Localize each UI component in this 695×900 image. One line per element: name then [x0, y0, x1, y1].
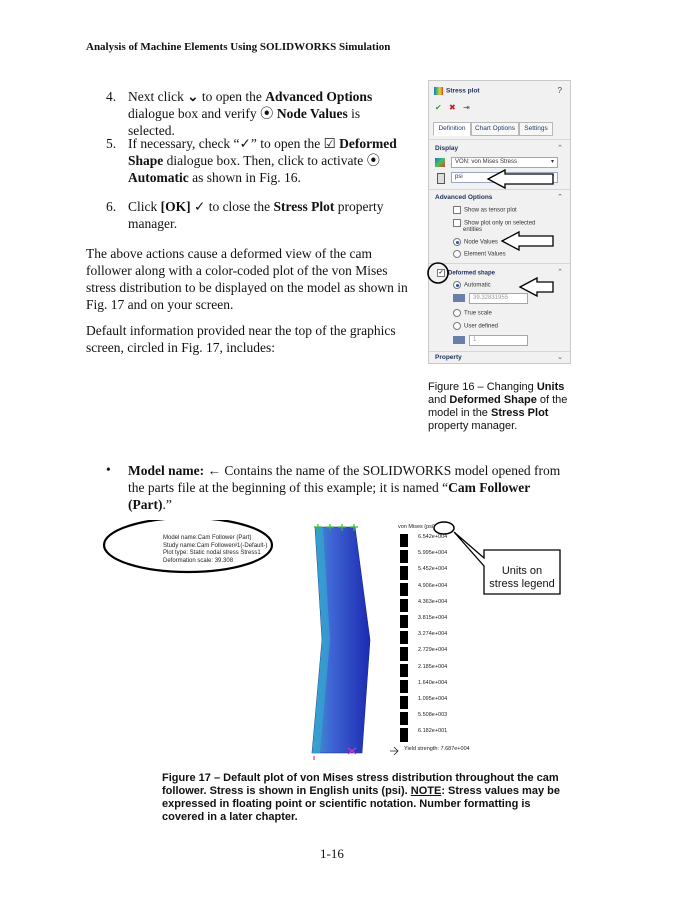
checkmark-icon: ✓ [194, 199, 206, 214]
element-values-radio[interactable]: Element Values [453, 250, 506, 258]
legend-value-label: 6.182e+001 [418, 728, 448, 735]
legend-color-bar [400, 583, 408, 596]
bullet-model-name: Model name: ← Contains the name of the SOLIDWORKS model opened from the parts file at the beginning of this example; it is named “Cam Follower (Part).” [128, 463, 561, 512]
chevron-down-icon: ⌄ [187, 89, 199, 104]
callout-circle-deformed-checkbox [428, 263, 448, 283]
automatic-radio[interactable]: Automatic [453, 281, 491, 289]
callout-arrow-automatic [520, 278, 553, 296]
cancel-x-icon[interactable]: ✖ [449, 103, 456, 112]
legend-value-label: 4.363e+004 [418, 598, 448, 605]
legend-value-label: 1.640e+004 [418, 679, 448, 686]
legend-color-bar [400, 599, 408, 612]
legend-value-label: 2.729e+004 [418, 647, 448, 654]
auto-scale-field[interactable]: 39.32831955 [469, 293, 528, 304]
tab-settings[interactable]: Settings [519, 122, 553, 136]
yield-arrow-icon [390, 747, 398, 755]
true-scale-radio[interactable]: True scale [453, 309, 492, 317]
figure16-callouts [420, 160, 570, 300]
stress-plot-icon [434, 87, 443, 95]
legend-color-bar [400, 680, 408, 693]
bullet-dot: • [106, 462, 111, 477]
collapse-chevron-icon[interactable]: ⌃ [557, 145, 563, 152]
help-icon[interactable]: ? [557, 86, 562, 95]
paragraph-deformed-view: The above actions cause a deformed view of the cam follower along with a color-coded plot of the von Mises stress distribution to be displayed on the model as shown in Fig. 17 and on your screen. [86, 246, 408, 312]
callout-arrow-node-values [502, 232, 553, 250]
user-defined-radio[interactable]: User defined [453, 322, 498, 330]
deformed-shape-checkbox[interactable]: ✓ Deformed shape [438, 270, 496, 277]
yield-strength-label: Yield strength: 7.687e+004 [404, 746, 470, 752]
legend-color-bar [400, 696, 408, 709]
legend-color-bar [400, 647, 408, 660]
legend-value-label: 5.452e+004 [418, 566, 448, 573]
figure-16-caption: Figure 16 – Changing Units and Deformed Shape of the model in the Stress Plot property manager. [428, 381, 568, 432]
checkbox-icon: ☑ [323, 136, 336, 151]
stress-component-select[interactable]: VON: von Mises Stress ▾ [451, 157, 558, 168]
tab-chart-options[interactable]: Chart Options [471, 122, 519, 136]
step-6: 6. Click [OK] ✓ to close the Stress Plot property manager. [106, 199, 384, 231]
legend-color-bar [400, 631, 408, 644]
stress-plot-title: Stress plot [434, 87, 480, 95]
scale-icon [453, 336, 465, 344]
page-number: 1-16 [320, 846, 344, 861]
legend-value-label: 2.185e+004 [418, 663, 448, 670]
advanced-options-label: Advanced Options [435, 194, 493, 201]
callout-arrow-units [488, 170, 553, 188]
legend-value-label: 5.995e+004 [418, 550, 448, 557]
units-select[interactable]: psi [451, 172, 558, 183]
ok-check-icon[interactable]: ✔ [435, 103, 442, 112]
legend-value-label: 5.508e+003 [418, 712, 448, 719]
property-section-label: Property [435, 354, 462, 361]
paragraph-default-info: Default information provided near the top of the graphics screen, circled in Fig. 17, includes: [86, 323, 396, 355]
units-circle [434, 522, 454, 534]
legend-color-bar [400, 534, 408, 547]
collapse-chevron-icon[interactable]: ⌃ [557, 194, 563, 201]
node-values-radio[interactable]: Node Values [453, 238, 498, 246]
units-callout-text: Units on stress legend [489, 565, 555, 590]
model-info-text: Model name:Cam Follower (Part) Study name:Cam Follower#1(-Default-) Plot type: Static nodal stress Stress1 Deformation scale: 39.308 [163, 535, 268, 564]
display-section-label: Display [435, 145, 459, 152]
legend-color-bar [400, 615, 408, 628]
step-4: 4. Next click ⌄ to open the Advanced Options dialogue box and verify ⦿ Node Values is selected. [106, 89, 373, 138]
legend-value-label: 3.274e+004 [418, 631, 448, 638]
legend-color-bar [400, 664, 408, 677]
legend-value-label: 1.095e+004 [418, 696, 448, 702]
legend-color-bar [400, 566, 408, 579]
legend-color-bar [400, 550, 408, 563]
legend-value-label: 4.906e+004 [418, 582, 448, 589]
tensor-plot-checkbox[interactable]: Show as tensor plot [453, 206, 517, 214]
radio-selected-icon: ⦿ [366, 153, 381, 168]
step-5: 5. If necessary, check “✓” to open the ☑ Deformed Shape dialogue box. Then, click to activate ⦿ Automatic as shown in Fig. 16. [106, 136, 397, 185]
legend-color-bar [400, 712, 408, 725]
radio-selected-icon: ⦿ [259, 106, 274, 121]
running-header: Analysis of Machine Elements Using SOLIDWORKS Simulation [86, 41, 391, 53]
legend-value-label: 6.542e+004 [418, 534, 448, 540]
selected-entities-label-line2: entities [463, 227, 483, 233]
legend-title: von Mises (psi) [398, 524, 435, 530]
figure-17-caption: Figure 17 – Default plot of von Mises stress distribution throughout the cam follower. Stress is shown in English units (psi). NOTE: Stress values may be expressed in floating point or scientific notation. Number formatting is covered in a later chapter. [162, 772, 560, 823]
expand-chevron-icon[interactable]: ⌄ [557, 354, 563, 361]
user-scale-field[interactable]: 1 [469, 335, 528, 346]
legend-color-bar [400, 728, 408, 741]
selected-entities-checkbox[interactable]: Show plot only on selected [453, 219, 535, 227]
pushpin-icon[interactable]: ⇥ [463, 103, 470, 112]
tab-definition[interactable]: Definition [433, 122, 471, 136]
collapse-chevron-icon[interactable]: ⌃ [557, 269, 563, 276]
legend-value-label: 3.815e+004 [418, 615, 448, 621]
